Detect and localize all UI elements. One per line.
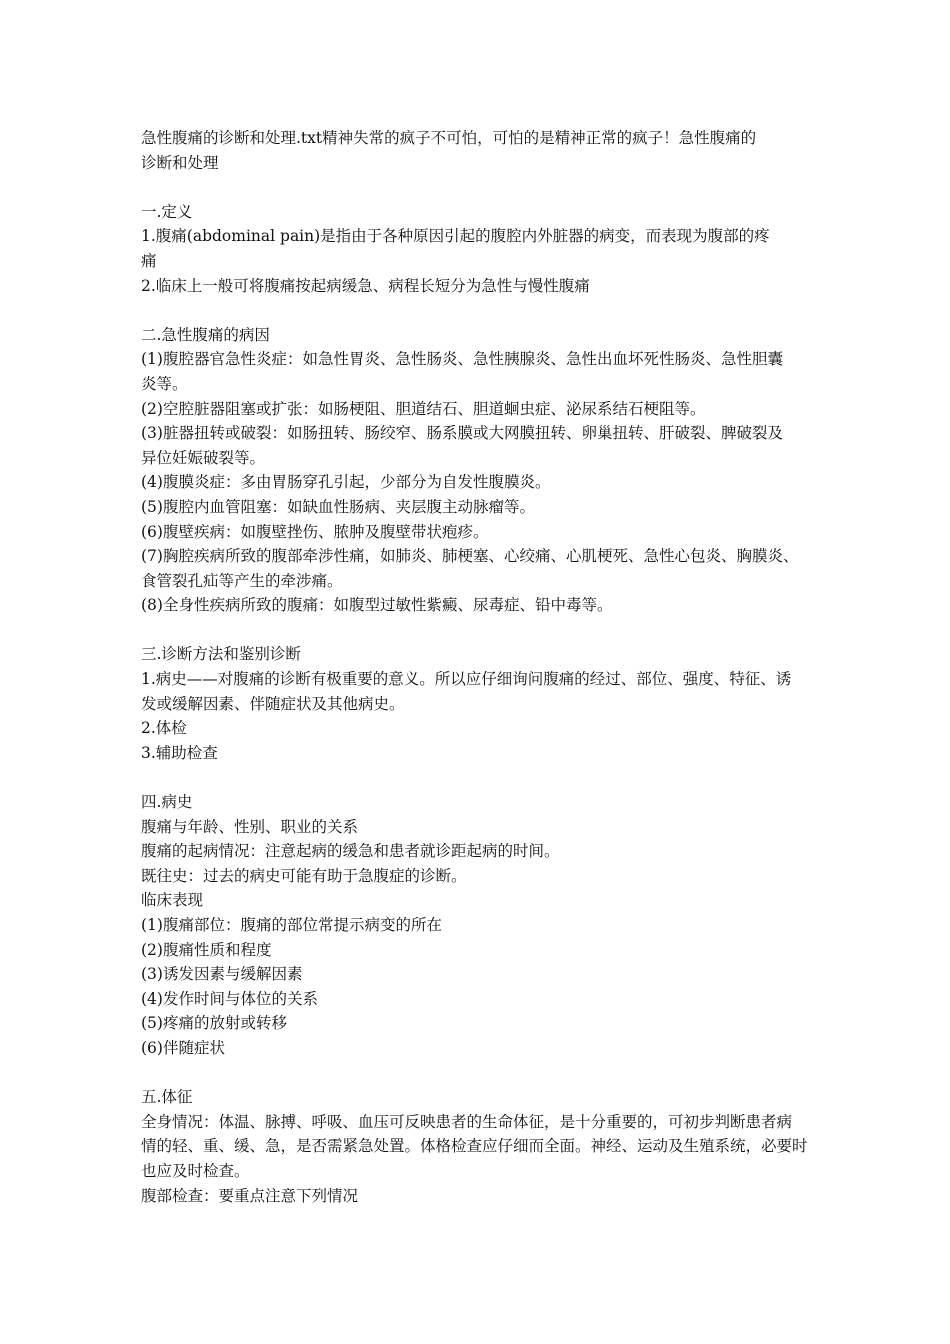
text-line: (1)腹痛部位：腹痛的部位常提示病变的所在 — [141, 916, 442, 934]
text-line: 诊断和处理 — [141, 153, 219, 172]
text-line: 情的轻、重、缓、急，是否需紧急处置。体格检查应仔细而全面。神经、运动及生殖系统，必要时 — [141, 1137, 808, 1156]
text-line: 一.定义 — [141, 202, 193, 221]
blank-line — [141, 298, 814, 323]
blank-line — [141, 1061, 814, 1086]
text-line: (6)腹壁疾病：如腹壁挫伤、脓肿及腹壁带状疱疹。 — [141, 522, 489, 541]
text-line: (5)腹腔内血管阻塞：如缺血性肠病、夹层腹主动脉瘤等。 — [141, 497, 535, 516]
text-line: 异位妊娠破裂等。 — [141, 448, 266, 467]
text-line: 也应及时检查。 — [141, 1161, 250, 1180]
blank-line — [141, 618, 814, 643]
text-line: 腹痛的起病情况：注意起病的缓急和患者就诊距起病的时间。 — [141, 842, 560, 861]
text-line: 既往史：过去的病史可能有助于急腹症的诊断。 — [141, 866, 467, 885]
text-line: 3.辅助检查 — [141, 743, 218, 762]
text-line: 2.临床上一般可将腹痛按起病缓急、病程长短分为急性与慢性腹痛 — [141, 276, 590, 295]
text-line: (3)诱发因素与缓解因素 — [141, 965, 303, 984]
text-line: 1.病史——对腹痛的诊断有极重要的意义。所以应仔细询问腹痛的经过、部位、强度、特征、诱 — [141, 670, 792, 689]
text-line: 四.病史 — [141, 793, 193, 812]
text-line: 腹痛与年龄、性别、职业的关系 — [141, 817, 359, 836]
text-line: 急性腹痛的诊断和处理.txt精神失常的疯子不可怕，可怕的是精神正常的疯子！急性腹痛的 — [141, 129, 757, 147]
text-line: 2.体检 — [141, 719, 187, 738]
text-line: 1.腹痛(abdominal pain)是指由于各种原因引起的腹腔内外脏器的病变，而表现为腹部的疼 — [141, 227, 770, 246]
text-line: 五.体征 — [141, 1088, 193, 1107]
blank-line — [141, 765, 814, 790]
text-line: (6)伴随症状 — [141, 1038, 225, 1057]
document-body — [141, 126, 814, 1208]
text-line: 发或缓解因素、伴随症状及其他病史。 — [141, 694, 405, 713]
text-line: 三.诊断方法和鉴别诊断 — [141, 645, 301, 664]
text-line: (8)全身性疾病所致的腹痛：如腹型过敏性紫癜、尿毒症、铅中毒等。 — [141, 596, 613, 615]
text-line: (2)腹痛性质和程度 — [141, 940, 272, 959]
text-line: 二.急性腹痛的病因 — [141, 325, 270, 344]
text-line: 炎等。 — [141, 374, 188, 393]
text-line: (3)脏器扭转或破裂：如肠扭转、肠绞窄、肠系膜或大网膜扭转、卵巢扭转、肝破裂、脾破裂及 — [141, 424, 783, 443]
text-line: 全身情况：体温、脉搏、呼吸、血压可反映患者的生命体征，是十分重要的，可初步判断患者病 — [141, 1112, 793, 1131]
text-line: 痛 — [141, 251, 157, 270]
blank-line — [141, 175, 814, 200]
text-line: (1)腹腔器官急性炎症：如急性胃炎、急性肠炎、急性胰腺炎、急性出血坏死性肠炎、急性胆囊 — [141, 350, 783, 369]
text-line: 临床表现 — [141, 891, 204, 910]
text-line: (4)发作时间与体位的关系 — [141, 989, 318, 1008]
text-line: 腹部检查：要重点注意下列情况 — [141, 1186, 359, 1205]
text-line: (7)胸腔疾病所致的腹部牵涉性痛，如肺炎、肺梗塞、心绞痛、心肌梗死、急性心包炎、胸膜炎、 — [141, 547, 799, 566]
text-line: 食管裂孔疝等产生的牵涉痛。 — [141, 571, 343, 590]
text-line: (2)空腔脏器阻塞或扩张：如肠梗阻、胆道结石、胆道蛔虫症、泌尿系结石梗阻等。 — [141, 399, 706, 418]
text-line: (4)腹膜炎症：多由胃肠穿孔引起，少部分为自发性腹膜炎。 — [141, 473, 551, 492]
text-line: (5)疼痛的放射或转移 — [141, 1014, 287, 1033]
